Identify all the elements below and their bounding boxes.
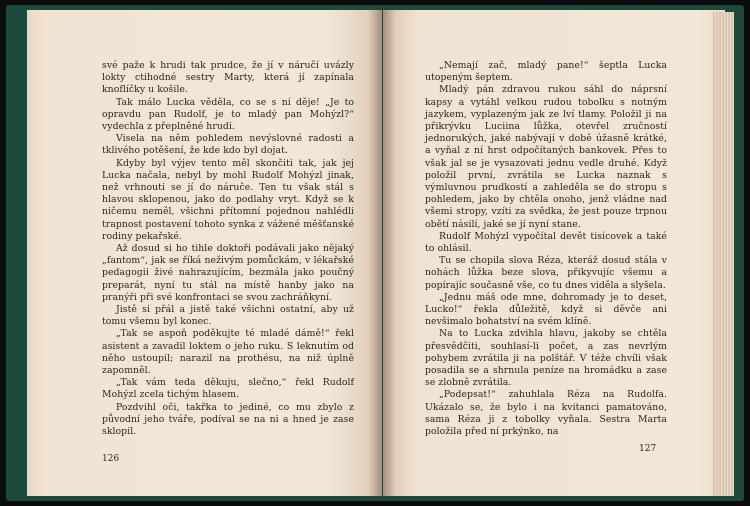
paragraph: „Podepsat!“ zahuhlala Réza na Rudolfa. Ukázalo se, že bylo i na kvitanci pamatováno, sama Réza ji z tobolky vyňala. Sestra Marta položila před ní prkýnko, na — [425, 389, 667, 438]
paragraph: své paže k hrudi tak prudce, že jí v náručí uvázly lokty ctihodné sestry Marty, která jí zapínala knoflíčky u košile. — [102, 60, 354, 96]
page-edges — [712, 12, 734, 496]
paragraph: Na to Lucka zdvihla hlavu, jakoby se chtěla přesvědčiti, souhlasí-li počet, a zas nevrlým pohybem zvrátila ji na polštář. V téže chvíli však posadila se a shrnula peníze na hromádku a zase se zlobně zvrátila. — [425, 328, 667, 389]
paragraph: „Tak se aspoň poděkujte té mladé dámě!“ řekl asistent a zavadil loktem o jeho ruku. S leknutím od něho ustoupil; narazil na prothésu, na niž úplně zapomněl. — [102, 328, 354, 377]
page-number-left: 126 — [102, 454, 120, 464]
paragraph: Tu se chopila slova Réza, kteráž dosud stála v nohách lůžka beze slova, přikyvujíc všemu a popírajíc současně vše, co tu dnes viděla a slyšela. — [425, 255, 667, 291]
right-page-text — [425, 60, 667, 438]
left-page — [27, 10, 382, 496]
paragraph: Kdyby byl výjev tento měl skončiti tak, jak jej Lucka načala, nebyl by mohl Rudolf Mohýzl jinak, než vrhnouti se jí do náruče. Ten tu však stál s hlavou sklopenou, jako do podlahy vryt. Když se k ničemu neměl, všichni přítomní pojednou nahlédli trapnost postavení tohoto synka z vážené měšťanské rodiny pekařské. — [102, 157, 354, 242]
paragraph: Pozdvihl oči, takřka to jediné, co mu zbylo z původní jeho tváře, podíval se na ni a hned je zase sklopil. — [102, 401, 354, 438]
right-page — [383, 10, 725, 496]
paragraph: „Jednu máš ode mne, dohromady je to deset, Lucko!“ řekla důležitě, když si děvče ani nevšimalo bohatství na svém klíně. — [425, 291, 667, 328]
book-gutter — [368, 8, 396, 498]
paragraph: „Tak vám teda děkuju, slečno,“ řekl Rudolf Mohýzl zcela tichým hlasem. — [102, 377, 354, 401]
paragraph: Až dosud si ho tihle doktoři podávali jako nějaký „fantom“, jak se říká neživým pomůckám, v lékařské pedagogii živé nahrazujícím, bezmála jako poučný preparát, nyní tu stál na místě hanby jako na pranýři při své konfrontaci se svou zachráňkyní. — [102, 243, 354, 303]
left-page-text — [102, 60, 354, 438]
paragraph: Tak málo Lucka věděla, co se s ní děje! „Je to opravdu pan Rudolf, je to mladý pan Mohýzl?“ vydechla z přeplněné hrudi. — [102, 96, 354, 133]
paragraph: Visela na něm pohledem nevýslovné radosti a tklivého potěšení, že kde kdo byl dojat. — [102, 133, 354, 157]
paragraph: „Nemají zač, mladý pane!“ šeptla Lucka utopeným šeptem. — [425, 60, 667, 84]
paragraph: Rudolf Mohýzl vypočítal devět tisícovek a také to ohlásil. — [425, 230, 667, 255]
paragraph: Mladý pán zdravou rukou sáhl do náprsní kapsy a vytáhl velkou rudou tobolku s notným jazykem, vyplazeným jak ze lví tlamy. Položil ji na přikrývku Luciina lůžka, otevřel zručností jednorukých, jaké nabývají v době úžasně krátké, a vyňal z ní hrst odpočítaných bankovek. Přes to však jal se je vysazovati jednu vedle druhé. Když položil první, zvrátila se Lucka naznak s výmluvnou prudkostí a zahleděla se do stropu s pohledem, jako by chtěla onoho, jenž vládne nad všemi stropy, vzíti za svědka, že jest pouze trpnou obětí násilí, jaké se jí nyní stane. — [425, 84, 667, 230]
paragraph: Jistě si přál a jistě také všichni ostatní, aby už tomu všemu byl konec. — [102, 304, 354, 328]
page-number-right: 127 — [639, 444, 657, 454]
